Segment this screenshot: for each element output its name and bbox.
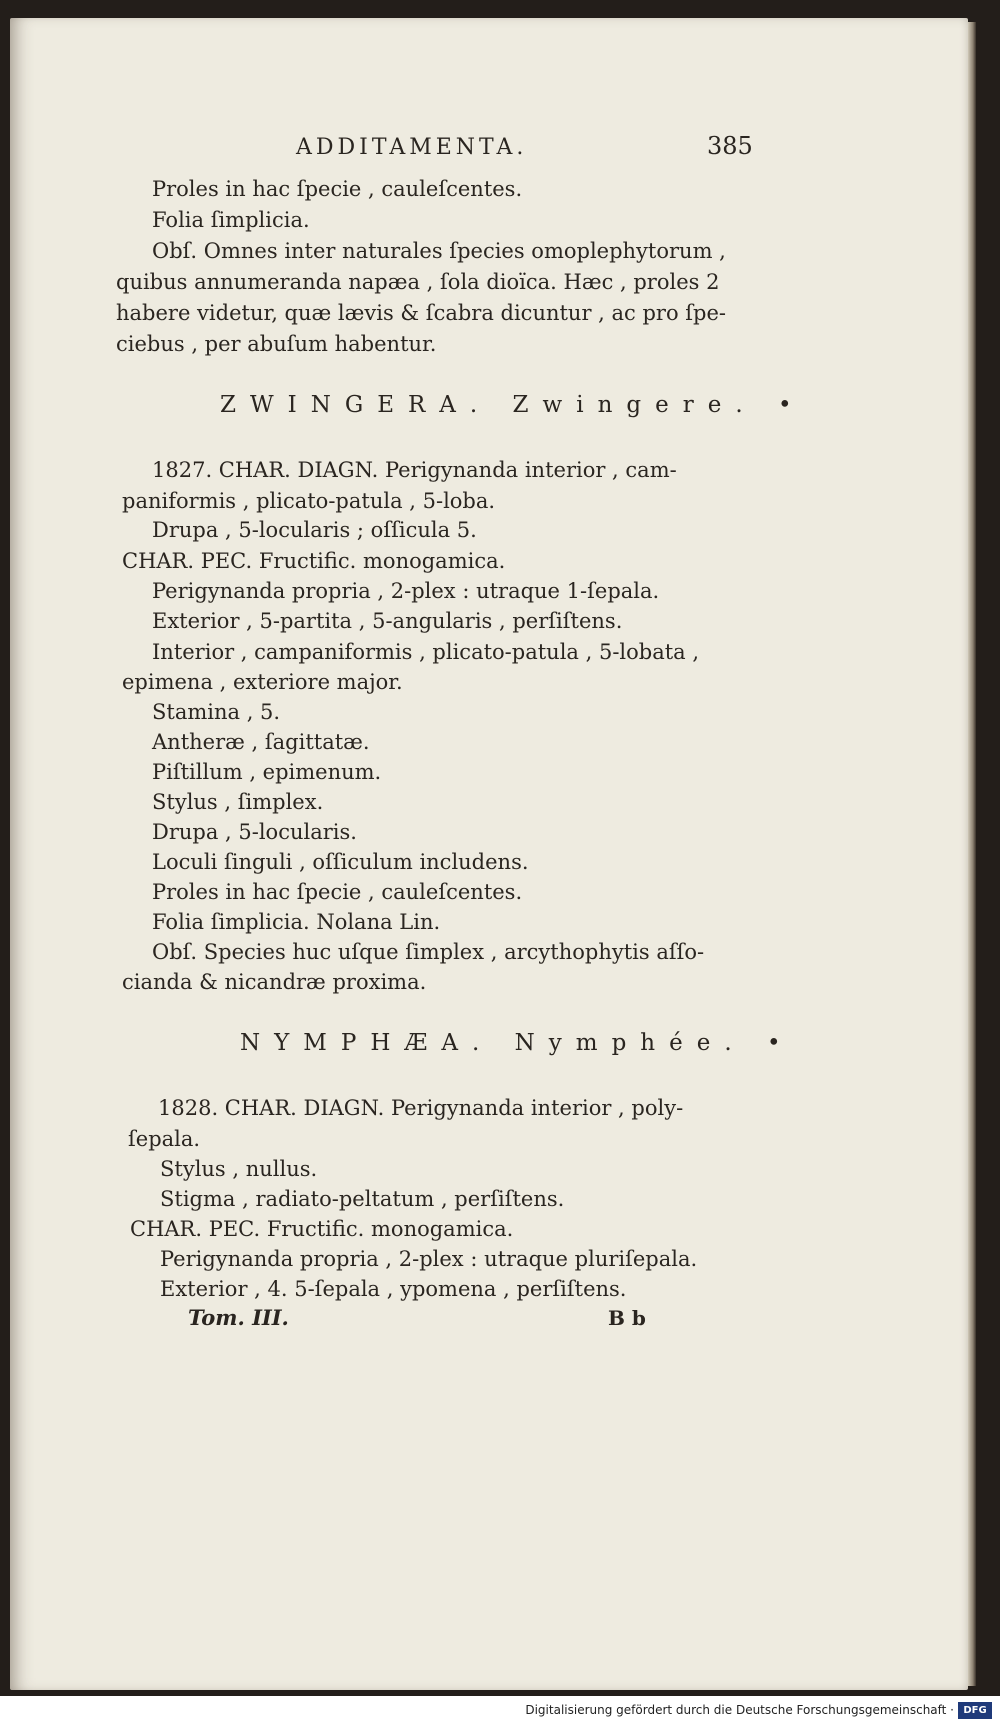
text-line: Loculi ſinguli , oſſiculum includens. [152,850,529,874]
text-line: 1827. CHAR. DIAGN. Perigynanda interior , cam- [152,458,677,482]
text-line: 1828. CHAR. DIAGN. Perigynanda interior , poly- [158,1096,684,1120]
running-head: ADDITAMENTA. [296,135,528,160]
text-line: Stamina , 5. [152,700,281,724]
digitization-credit: Digitalisierung gefördert durch die Deutsche Forschungsgemeinschaft · [525,1703,954,1717]
text-line: epimena , exteriore major. [122,670,403,694]
text-line: Drupa , 5-locularis. [152,820,357,844]
text-line: CHAR. PEC. Fructific. monogamica. [122,549,506,573]
text-line: Obſ. Omnes inter naturales ſpecies omoplephytorum , [152,239,726,263]
text-line: habere videtur, quæ lævis & ſcabra dicuntur , ac pro ſpe- [116,301,727,325]
text-line: Proles in hac ſpecie , cauleſcentes. [152,177,523,201]
text-line: Antheræ , ſagittatæ. [152,730,370,754]
text-line: paniformis , plicato-patula , 5-loba. [122,489,496,513]
text-line: Stylus , nullus. [160,1157,318,1181]
text-line: quibus annumeranda napæa , ſola dioïca. Hæc , proles 2 [116,270,720,294]
text-line: Exterior , 5-partita , 5-angularis , perſiſtens. [152,609,623,633]
text-line: Folia ſimplicia. Nolana Lin. [152,910,441,934]
text-line: cianda & nicandræ proxima. [122,970,427,994]
text-line: Folia ſimplicia. [152,208,310,232]
text-line: Exterior , 4. 5-ſepala , ypomena , perſiſtens. [160,1277,627,1301]
text-line: Piſtillum , epimenum. [152,760,382,784]
text-line: Perigynanda propria , 2-plex : utraque pluriſepala. [160,1247,698,1271]
genus-heading: ZWINGERA. Zwingere. • [220,392,806,418]
text-line: Obſ. Species huc uſque ſimplex , arcythophytis aſſo- [152,940,705,964]
genus-heading: NYMPHÆA. Nymphée. • [240,1030,795,1056]
text-line: Stylus , ſimplex. [152,790,324,814]
text-line: ſepala. [128,1127,201,1151]
text-line: ciebus , per abuſum habentur. [116,332,437,356]
text-line: Drupa , 5-locularis ; oſſicula 5. [152,518,477,542]
text-line: Interior , campaniformis , plicato-patula , 5-lobata , [152,640,700,664]
volume-signature: Tom. III. [188,1305,289,1330]
text-line: Perigynanda propria , 2-plex : utraque 1-ſepala. [152,579,660,603]
text-line: CHAR. PEC. Fructific. monogamica. [130,1217,514,1241]
text-line: Stigma , radiato-peltatum , perſiſtens. [160,1187,565,1211]
text-line: Proles in hac ſpecie , cauleſcentes. [152,880,523,904]
dfg-logo-icon: DFG [958,1702,992,1719]
page-edge [968,22,976,1686]
digitization-footer [0,1696,1000,1727]
gathering-mark: B b [608,1306,646,1330]
page-number: 385 [707,132,753,160]
